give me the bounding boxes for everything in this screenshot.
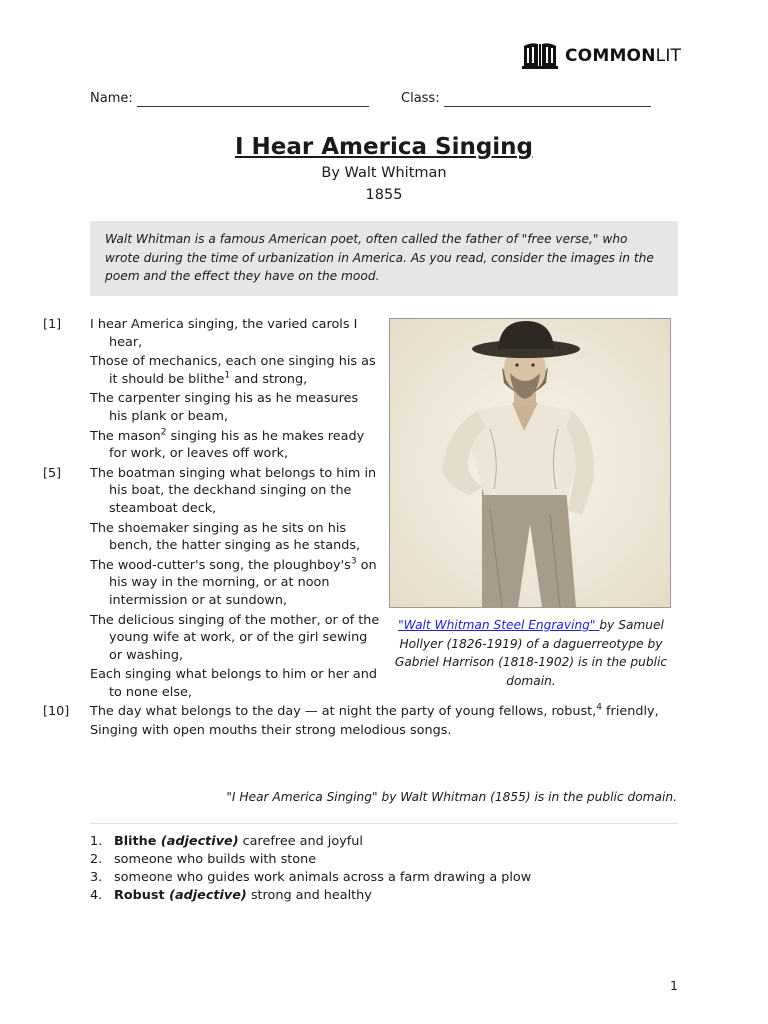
line-number: [1]	[43, 317, 62, 332]
footnote-marker: 1	[224, 370, 231, 381]
poem-line: [10] The day what belongs to the day — at night the party of young fellows, robust,$^4$ friendly,	[43, 702, 659, 719]
commonlit-logo	[522, 42, 681, 70]
poem-line: Each singing what belongs to him or her and to none else,	[90, 667, 377, 700]
class-field-row	[401, 91, 651, 107]
footnote-number: 3.	[90, 870, 103, 885]
poem-line: The wood-cutter's song, the $ploughboy's^3$ on his way in the morning, or at noon intermission or at sundown,	[90, 556, 377, 608]
footnotes-list	[90, 833, 531, 905]
image-caption	[392, 616, 670, 690]
poem-line: Singing with open mouths their strong melodious songs.	[90, 723, 452, 738]
footnote-number: 1.	[90, 834, 103, 849]
footnote-text: Blithe (adjective) carefree and joyful	[114, 834, 363, 849]
footnote-item	[90, 887, 531, 905]
poem-line: Those of mechanics, each one singing his as it should be blithe$^1$ and strong,	[90, 354, 376, 387]
publication-year: 1855	[365, 187, 403, 203]
logo-wordmark: COMMONLIT	[565, 45, 682, 66]
footnote-text: Robust (adjective) strong and healthy	[114, 888, 372, 903]
footnote-marker: 3	[350, 556, 357, 567]
footnote-number: 4.	[90, 888, 103, 903]
class-label: Class:	[401, 91, 440, 106]
poem-column	[43, 316, 380, 703]
footnote-item	[90, 851, 531, 869]
poem-line: [1] I hear America singing, the varied carols I hear,	[43, 317, 358, 350]
page-number: 1	[670, 978, 678, 993]
footnote-text: someone who guides work animals across a farm drawing a plow	[114, 870, 532, 885]
portrait-image	[389, 318, 671, 608]
author-byline: By Walt Whitman	[321, 165, 447, 181]
footnote-pos: (adjective)	[160, 834, 239, 849]
title-block	[0, 132, 768, 206]
name-field-row	[90, 91, 369, 107]
footnote-marker: 2	[160, 427, 167, 438]
footnote-item	[90, 869, 531, 887]
class-line[interactable]	[444, 93, 651, 107]
poem-line: The carpenter singing his as he measures his plank or beam,	[90, 391, 359, 424]
portrait-engraving	[390, 319, 670, 607]
page-title: I Hear America Singing	[234, 134, 534, 160]
footnote-pos: (adjective)	[169, 888, 247, 903]
footnote-divider	[90, 823, 678, 824]
poem-line: [5] The boatman singing what belongs to him in his boat, the deckhand singing on the steamboat deck,	[43, 465, 377, 516]
footnote-number: 2.	[90, 852, 103, 867]
line-number: [5]	[43, 465, 62, 481]
public-domain-credit: "I Hear America Singing" by Walt Whitman (1855) is in the public domain.	[226, 790, 677, 804]
poem-line: The shoemaker singing as he sits on his bench, the hatter singing as he stands,	[90, 520, 361, 554]
caption-text: by Samuel Hollyer (1826-1919) of a daguerreotype by Gabriel Harrison (1818-1902) is in the public domain.	[394, 618, 668, 688]
name-label: Name:	[90, 91, 133, 106]
caption-link[interactable]: "Walt Whitman Steel Engraving"	[398, 618, 600, 632]
footnote-marker: 4	[596, 702, 602, 713]
open-book-icon	[522, 42, 558, 70]
line-number: [10]	[43, 704, 70, 719]
intro-box: Walt Whitman is a famous American poet, often called the father of "free verse," who wrote during the time of urbanization in America. As you read, consider the images in the poem and the effect they have on the mood.	[90, 221, 678, 296]
footnote-term: Robust	[114, 888, 170, 903]
poem-line: The mason$^2$ singing his as he makes ready for work, or leaves off work,	[90, 427, 365, 462]
name-line[interactable]	[137, 93, 369, 107]
poem-line: The delicious singing of the mother, or of the young wife at work, or of the girl sewing or washing,	[90, 612, 380, 663]
footnote-item	[90, 833, 531, 851]
footnote-text: someone who builds with stone	[114, 852, 317, 867]
footnote-term: Blithe	[114, 834, 161, 849]
